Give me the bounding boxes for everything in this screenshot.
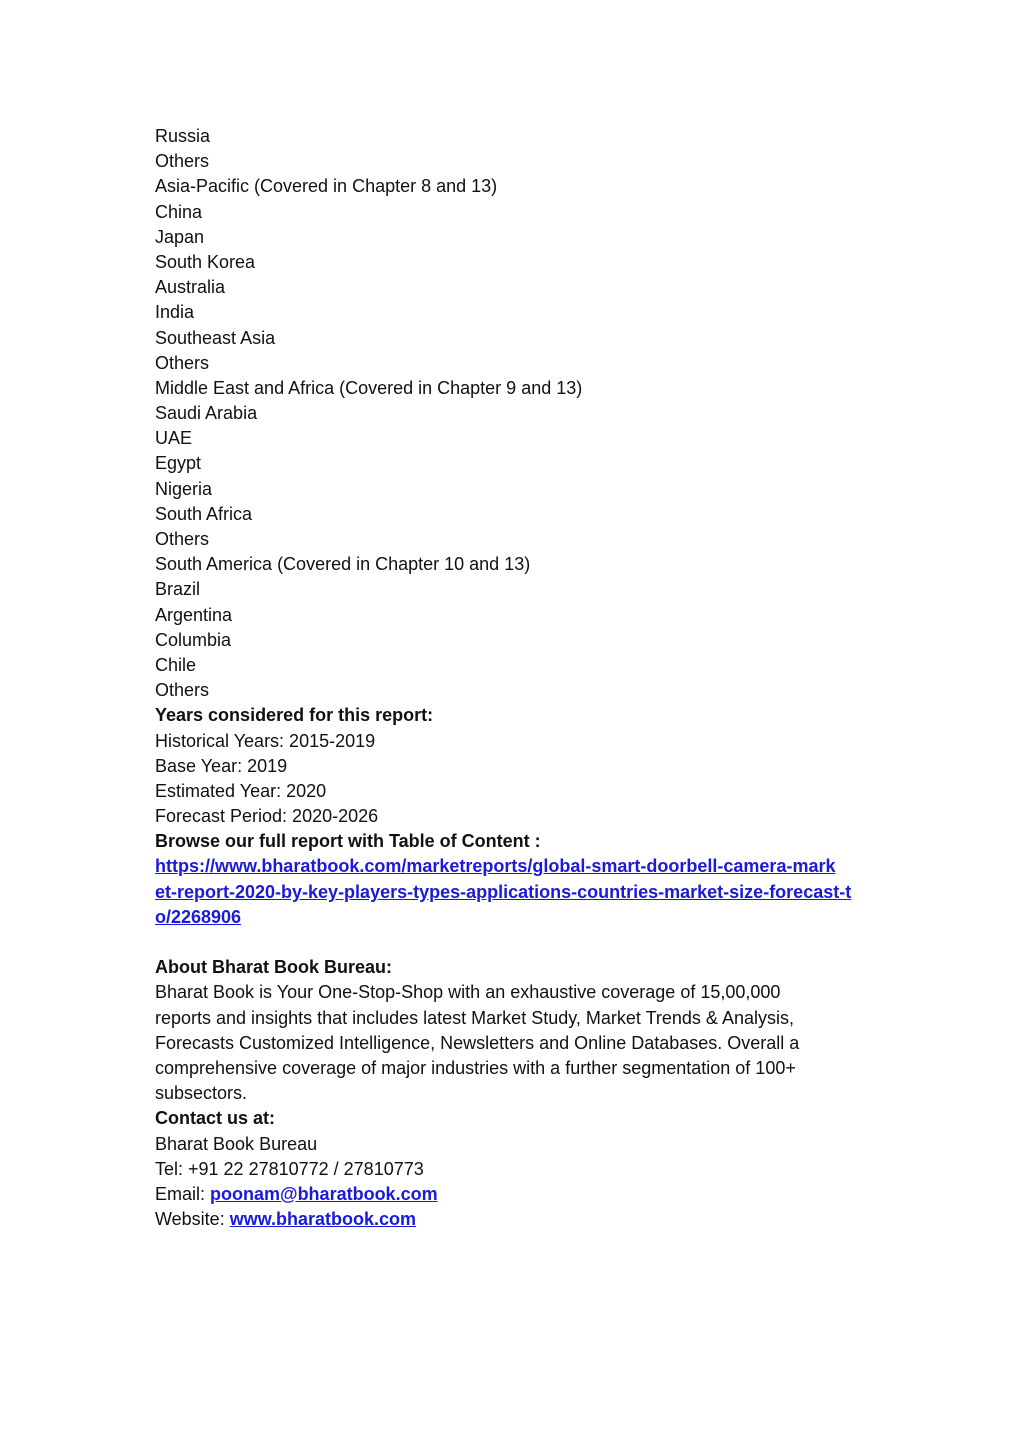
region-item: Nigeria [155,478,213,499]
region-item: South Africa [155,503,253,524]
region-item: Russia [155,126,211,146]
region-item: Southeast Asia [155,327,276,348]
region-item: Australia [155,277,226,298]
region-item: China [155,201,203,222]
region-item: Saudi Arabia [155,403,258,424]
region-item: India [155,302,195,323]
forecast-period: Forecast Period: 2020-2026 [155,806,379,827]
about-heading: About Bharat Book Bureau: [155,957,393,978]
report-url-link-line-3[interactable]: o/2268906 [155,906,242,927]
website-row [155,1207,875,1232]
company-name: Bharat Book Bureau [155,1133,318,1154]
region-item: Argentina [155,604,233,625]
region-heading-south-america: South America (Covered in Chapter 10 and 13) [155,554,531,575]
region-item: Brazil [155,579,201,600]
region-item: Others [155,680,210,701]
region-item: Egypt [155,453,202,474]
about-text-line: Bharat Book is Your One-Stop-Shop with an exhaustive coverage of 15,00,000 [155,982,781,1003]
region-item: UAE [155,428,193,449]
telephone: Tel: +91 22 27810772 / 27810773 [155,1158,424,1179]
about-text-line: reports and insights that includes latest Market Study, Market Trends & Analysis, [155,1007,794,1028]
page-content [155,124,875,1232]
historical-years: Historical Years: 2015-2019 [155,730,376,751]
region-heading-asia-pacific: Asia-Pacific (Covered in Chapter 8 and 13) [155,176,498,197]
region-item: Others [155,151,210,172]
email-row [155,1182,875,1207]
region-item: Japan [155,226,205,247]
years-heading: Years considered for this report: [155,705,434,726]
spacer [155,930,875,955]
website-label: Website: [155,1209,230,1230]
report-url-link-line-2[interactable]: et-report-2020-by-key-players-types-applications-countries-market-size-forecast-t [155,881,852,902]
base-year: Base Year: 2019 [155,755,288,776]
region-item: Others [155,529,210,549]
estimated-year: Estimated Year: 2020 [155,780,327,801]
about-text-line: Forecasts Customized Intelligence, Newsletters and Online Databases. Overall a [155,1032,800,1053]
region-item: Others [155,352,210,373]
contact-heading: Contact us at: [155,1108,276,1129]
about-text-line: comprehensive coverage of major industries with a further segmentation of 100+ [155,1057,796,1078]
website-link[interactable]: www.bharatbook.com [229,1209,417,1230]
report-url-link-line-1[interactable]: https://www.bharatbook.com/marketreports/global-smart-doorbell-camera-mark [155,856,836,877]
email-link[interactable]: poonam@bharatbook.com [210,1183,438,1204]
about-text-line: subsectors. [155,1083,248,1104]
region-item: Columbia [155,629,232,650]
region-heading-middle-east-africa: Middle East and Africa (Covered in Chapter 9 and 13) [155,377,583,398]
region-item: Chile [155,654,197,675]
email-label: Email: [155,1183,211,1204]
browse-heading: Browse our full report with Table of Content : [155,831,541,852]
region-item: South Korea [155,251,256,272]
